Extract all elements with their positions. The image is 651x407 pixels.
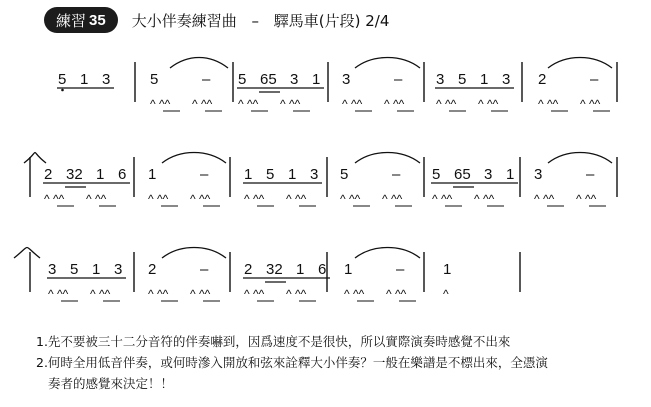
accompaniment-mark: ^ ^^ — [384, 97, 405, 111]
accompaniment-mark: ^ ^^ — [244, 192, 265, 206]
accompaniment-mark: ^ ^^ — [90, 287, 111, 301]
jianpu-note: – — [396, 261, 405, 278]
accompaniment-mark: ^ ^^ — [190, 287, 211, 301]
accompaniment-mark: ^ ^^ — [286, 287, 307, 301]
jianpu-note: – — [590, 71, 599, 88]
jianpu-note: 6 — [118, 166, 127, 183]
tie-arc — [162, 153, 226, 164]
badge-label: 練習 — [56, 11, 87, 30]
jianpu-note: – — [202, 71, 211, 88]
accompaniment-mark: ^ ^^ — [342, 97, 363, 111]
accompaniment-mark: ^ — [443, 287, 449, 301]
badge-number: 35 — [89, 11, 106, 29]
jianpu-note: 3 — [102, 71, 111, 88]
jianpu-note: 1 — [344, 261, 353, 278]
jianpu-note: 2 — [44, 166, 53, 183]
accompaniment-mark: ^ ^^ — [344, 287, 365, 301]
tie-arc — [162, 248, 226, 259]
tie-arc — [14, 248, 40, 259]
jianpu-note: 1 — [288, 166, 297, 183]
jianpu-note: 5 — [70, 261, 79, 278]
jianpu-note: 1 — [296, 261, 305, 278]
jianpu-note: 3 — [484, 166, 493, 183]
jianpu-note: 5 — [432, 166, 441, 183]
jianpu-note: 2 — [148, 261, 157, 278]
accompaniment-mark: ^ ^^ — [340, 192, 361, 206]
accompaniment-mark: ^ ^^ — [580, 97, 601, 111]
note-1: 1.先不要被三十二分音符的伴奏嚇到，因爲速度不是很快，所以實際演奏時感覺不出來 — [36, 334, 511, 349]
jianpu-note: 5 — [150, 71, 159, 88]
jianpu-note: 6 — [318, 261, 327, 278]
jianpu-note: 1 — [480, 71, 489, 88]
jianpu-note: – — [586, 166, 595, 183]
tie-arc — [24, 153, 46, 164]
tie-arc — [548, 153, 612, 164]
accompaniment-mark: ^ ^^ — [286, 192, 307, 206]
note-2: 2.何時全用低音伴奏，或何時滲入開放和弦來詮釋大小伴奏？一般在樂譜是不標出來，全憑演 — [36, 355, 548, 370]
accompaniment-mark: ^ ^^ — [86, 192, 107, 206]
song-name: 驛馬車(片段) 2/4 — [273, 11, 390, 30]
jianpu-note: 1 — [92, 261, 101, 278]
jianpu-note: 1 — [80, 71, 89, 88]
jianpu-note: 3 — [502, 71, 511, 88]
jianpu-note: 3 — [114, 261, 123, 278]
accompaniment-mark: ^ ^^ — [386, 287, 407, 301]
jianpu-note: 5 — [238, 71, 247, 88]
accompaniment-mark: ^ ^^ — [280, 97, 301, 111]
accompaniment-mark: ^ ^^ — [190, 192, 211, 206]
instruction-notes — [36, 331, 636, 394]
tie-arc — [170, 58, 228, 69]
jianpu-note: 1 — [96, 166, 105, 183]
tie-arc — [355, 248, 420, 259]
jianpu-note: 3 — [310, 166, 319, 183]
jianpu-note: 65 — [454, 166, 471, 183]
accompaniment-mark: ^ ^^ — [192, 97, 213, 111]
jianpu-note: 3 — [534, 166, 543, 183]
jianpu-note: 1 — [244, 166, 253, 183]
accompaniment-mark: ^ ^^ — [432, 192, 453, 206]
tie-arc — [355, 58, 420, 69]
accompaniment-mark: ^ ^^ — [48, 287, 69, 301]
jianpu-note: 3 — [436, 71, 445, 88]
accompaniment-mark: ^ ^^ — [238, 97, 259, 111]
jianpu-note: 1 — [443, 261, 452, 278]
tie-arc — [548, 58, 612, 69]
accompaniment-mark: ^ ^^ — [148, 287, 169, 301]
title-text: 大小伴奏練習曲 — [131, 11, 237, 30]
tie-arc — [355, 153, 420, 164]
jianpu-note: 65 — [260, 71, 277, 88]
jianpu-note: 5 — [458, 71, 467, 88]
accompaniment-mark: ^ ^^ — [576, 192, 597, 206]
accompaniment-mark: ^ ^^ — [148, 192, 169, 206]
jianpu-note: 2 — [538, 71, 547, 88]
accompaniment-mark: ^ ^^ — [244, 287, 265, 301]
accompaniment-mark: ^ ^^ — [474, 192, 495, 206]
jianpu-note: – — [394, 71, 403, 88]
accompaniment-mark: ^ ^^ — [150, 97, 171, 111]
jianpu-note: 1 — [506, 166, 515, 183]
accompaniment-mark: ^ ^^ — [382, 192, 403, 206]
accompaniment-mark: ^ ^^ — [436, 97, 457, 111]
jianpu-note: – — [200, 261, 209, 278]
jianpu-note: 5 — [58, 71, 67, 88]
jianpu-note: 5 — [266, 166, 275, 183]
accompaniment-mark: ^ ^^ — [44, 192, 65, 206]
jianpu-note: 5 — [340, 166, 349, 183]
jianpu-note: 3 — [290, 71, 299, 88]
jianpu-note: 32 — [66, 166, 83, 183]
note-2-continued: 奏者的感覺來決定！！ — [48, 376, 174, 391]
jianpu-note: 2 — [244, 261, 253, 278]
jianpu-note: 1 — [148, 166, 157, 183]
jianpu-note: – — [200, 166, 209, 183]
jianpu-note: 32 — [266, 261, 283, 278]
accompaniment-mark: ^ ^^ — [534, 192, 555, 206]
jianpu-note: 1 — [312, 71, 321, 88]
jianpu-note: – — [392, 166, 401, 183]
low-octave-dot — [61, 89, 64, 92]
jianpu-note: 3 — [342, 71, 351, 88]
accompaniment-mark: ^ ^^ — [538, 97, 559, 111]
accompaniment-mark: ^ ^^ — [478, 97, 499, 111]
jianpu-note: 3 — [48, 261, 57, 278]
title-dash: – — [251, 11, 259, 30]
